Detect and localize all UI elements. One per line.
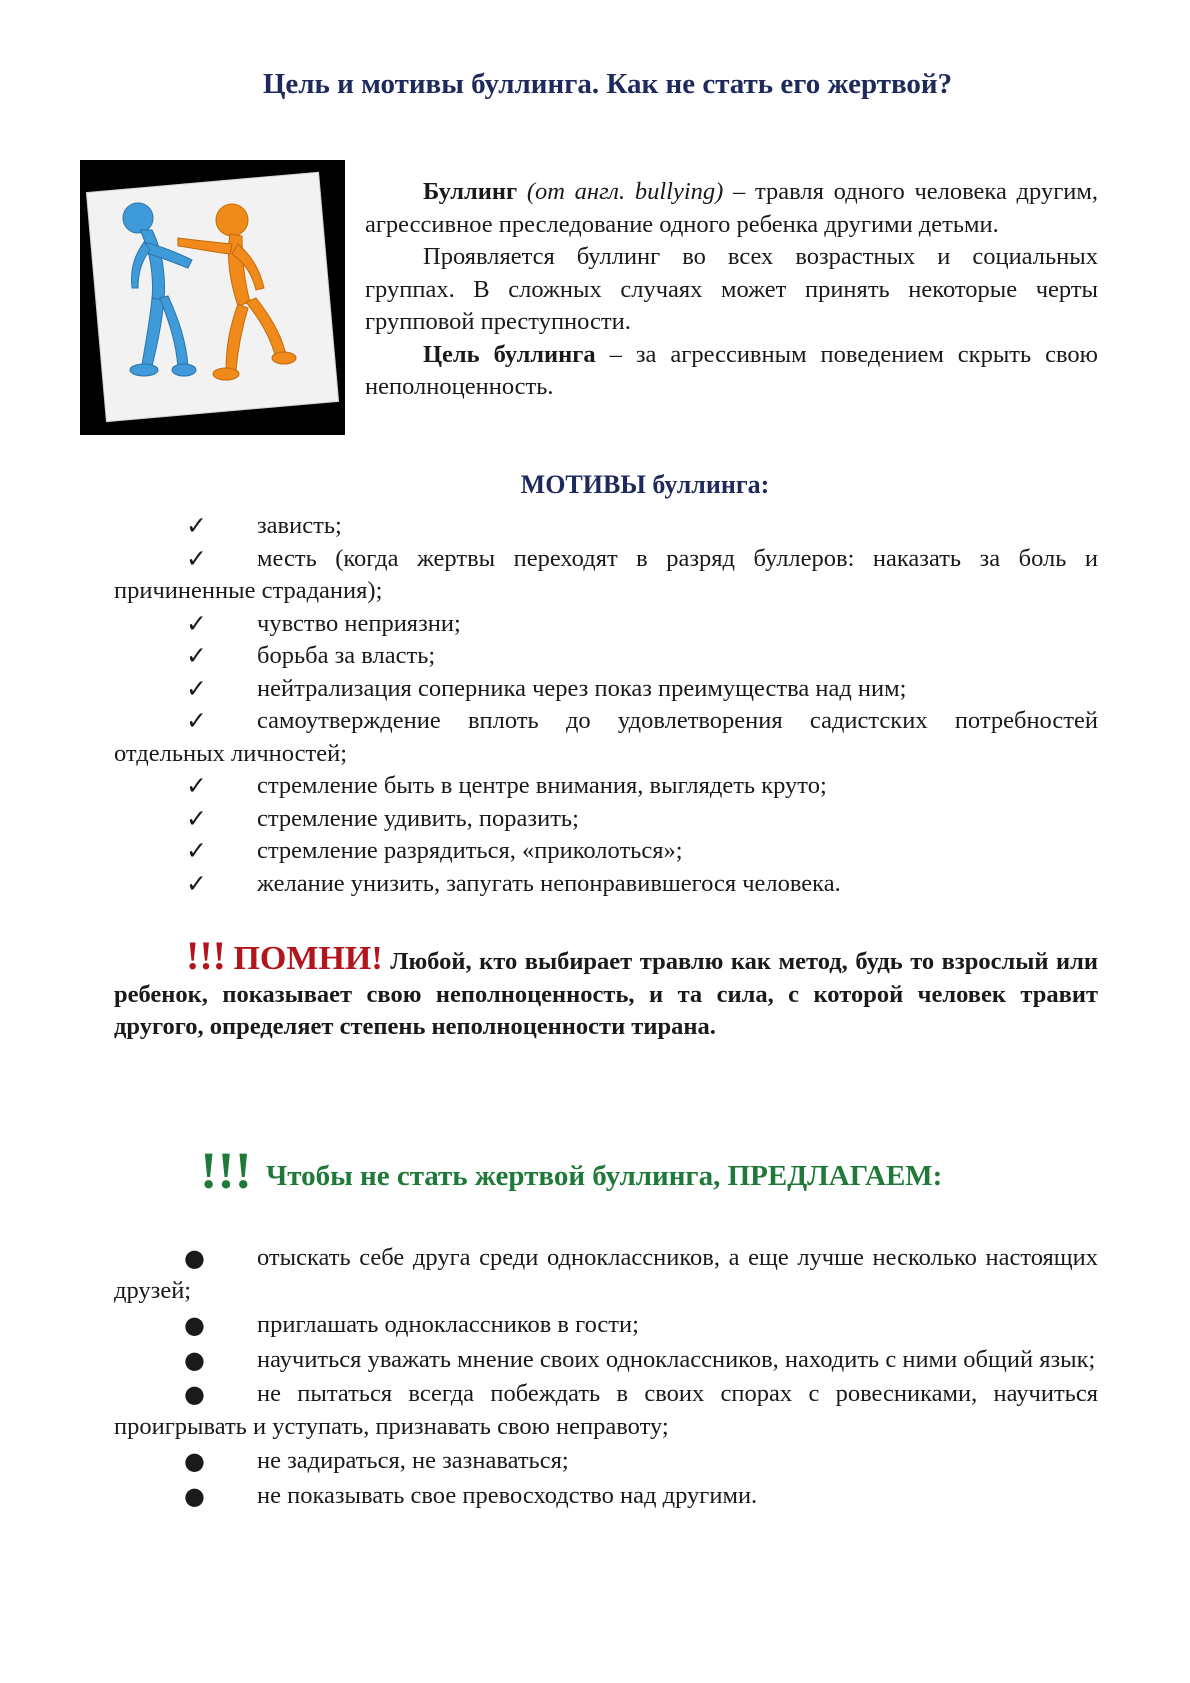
- advice-list: [114, 1242, 1098, 1514]
- list-item: [114, 1378, 1098, 1443]
- list-item: [114, 1242, 1098, 1307]
- goal-text: – за агрессивным поведением скрыть свою неполноценность.: [365, 340, 1098, 400]
- list-item: [114, 640, 1098, 673]
- list-item-text: зависть;: [257, 512, 342, 539]
- list-item: [114, 1309, 1098, 1342]
- offer-heading-text: Чтобы не стать жертвой буллинга, ПРЕДЛАГАЕМ:: [265, 1160, 943, 1192]
- definition-paragraph: [365, 176, 1098, 241]
- list-item: [114, 1480, 1098, 1513]
- list-item: [114, 543, 1098, 608]
- goal-paragraph: [365, 339, 1098, 404]
- list-item: [114, 835, 1098, 868]
- list-item-text: желание унизить, запугать непонравившегося человека.: [257, 869, 841, 897]
- list-item: [114, 705, 1098, 770]
- checkmark-icon: ✓: [186, 511, 207, 540]
- exclamation-marks-green: !!!: [200, 1143, 252, 1200]
- list-item: [114, 608, 1098, 641]
- term-origin: (от англ. bullying): [526, 178, 724, 205]
- list-item-text: чувство неприязни;: [257, 609, 461, 637]
- checkmark-icon: ✓: [186, 803, 207, 833]
- list-item-text: нейтрализация соперника через показ преимущества над ним;: [257, 674, 907, 702]
- bullet-icon: ●: [184, 1380, 205, 1408]
- motives-heading: МОТИВЫ буллинга:: [520, 470, 770, 499]
- list-item: [114, 803, 1098, 836]
- checkmark-icon: ✓: [186, 868, 207, 898]
- list-item: [114, 868, 1098, 901]
- list-item: [114, 1445, 1098, 1478]
- remember-label: ПОМНИ!: [233, 940, 383, 977]
- checkmark-icon: ✓: [186, 543, 207, 573]
- checkmark-icon: ✓: [186, 771, 207, 800]
- bullet-icon: ●: [184, 1311, 205, 1339]
- term-bullying: Буллинг: [423, 178, 518, 205]
- remember-text: Любой, кто выбирает травлю как метод, будь то взрослый или ребенок, показывает свою неполноценность, и та сила, с которой человек травит другого, определяет степень неполноценности тирана.: [114, 948, 1098, 1040]
- checkmark-icon: ✓: [186, 608, 207, 638]
- bullet-icon: ●: [184, 1481, 205, 1510]
- term-goal: Цель буллинга: [423, 340, 596, 368]
- document-title: Цель и мотивы буллинга. Как не стать его жертвой?: [262, 68, 953, 100]
- list-item-text: не задираться, не зазнаваться;: [257, 1447, 569, 1474]
- list-item-text: месть (когда жертвы переходят в разряд буллеров: наказать за боль и причиненные страдания);: [114, 544, 1098, 604]
- bullet-icon: ●: [184, 1345, 205, 1374]
- list-item-text: не пытаться всегда побеждать в своих спорах с ровесниками, научиться проигрывать и уступать, признавать свою неправоту;: [114, 1380, 1098, 1440]
- exclamation-marks-red: !!!: [186, 933, 226, 978]
- definition-text: – травля одного человека другим, агрессивное преследование одного ребенка другими детьми.: [365, 178, 1098, 238]
- checkmark-icon: ✓: [186, 673, 207, 703]
- two-figures-pushing-icon: [80, 160, 345, 435]
- list-item-text: самоутверждение вплоть до удовлетворения садистских потребностей отдельных личностей;: [114, 707, 1098, 767]
- bullet-icon: ●: [184, 1244, 205, 1272]
- offer-heading: [200, 1142, 1100, 1201]
- motives-list: [114, 510, 1098, 900]
- list-item-text: стремление удивить, поразить;: [257, 804, 579, 832]
- list-item-text: борьба за власть;: [257, 642, 436, 669]
- list-item-text: не показывать свое превосходство над другими.: [257, 1481, 758, 1509]
- remember-note: [114, 933, 1098, 1044]
- checkmark-icon: ✓: [186, 836, 207, 865]
- checkmark-icon: ✓: [186, 706, 207, 735]
- list-item-text: научиться уважать мнение своих одноклассников, находить с ними общий язык;: [257, 1345, 1096, 1373]
- manifestation-paragraph: Проявляется буллинг во всех возрастных и социальных группах. В сложных случаях может принять некоторые черты групповой преступности.: [365, 243, 1098, 335]
- list-item: [114, 1344, 1098, 1377]
- list-item-text: стремление быть в центре внимания, выглядеть круто;: [257, 772, 827, 799]
- intro-text: [365, 176, 1098, 404]
- list-item-text: стремление разрядиться, «приколоться»;: [257, 837, 683, 864]
- list-item-text: отыскать себе друга среди одноклассников, а еще лучше несколько настоящих друзей;: [114, 1244, 1098, 1304]
- list-item-text: приглашать одноклассников в гости;: [257, 1311, 639, 1338]
- bullying-illustration: [80, 160, 345, 435]
- list-item: [114, 673, 1098, 706]
- checkmark-icon: ✓: [186, 641, 207, 670]
- bullet-icon: ●: [184, 1447, 205, 1475]
- list-item: [114, 770, 1098, 803]
- list-item: [114, 510, 1098, 543]
